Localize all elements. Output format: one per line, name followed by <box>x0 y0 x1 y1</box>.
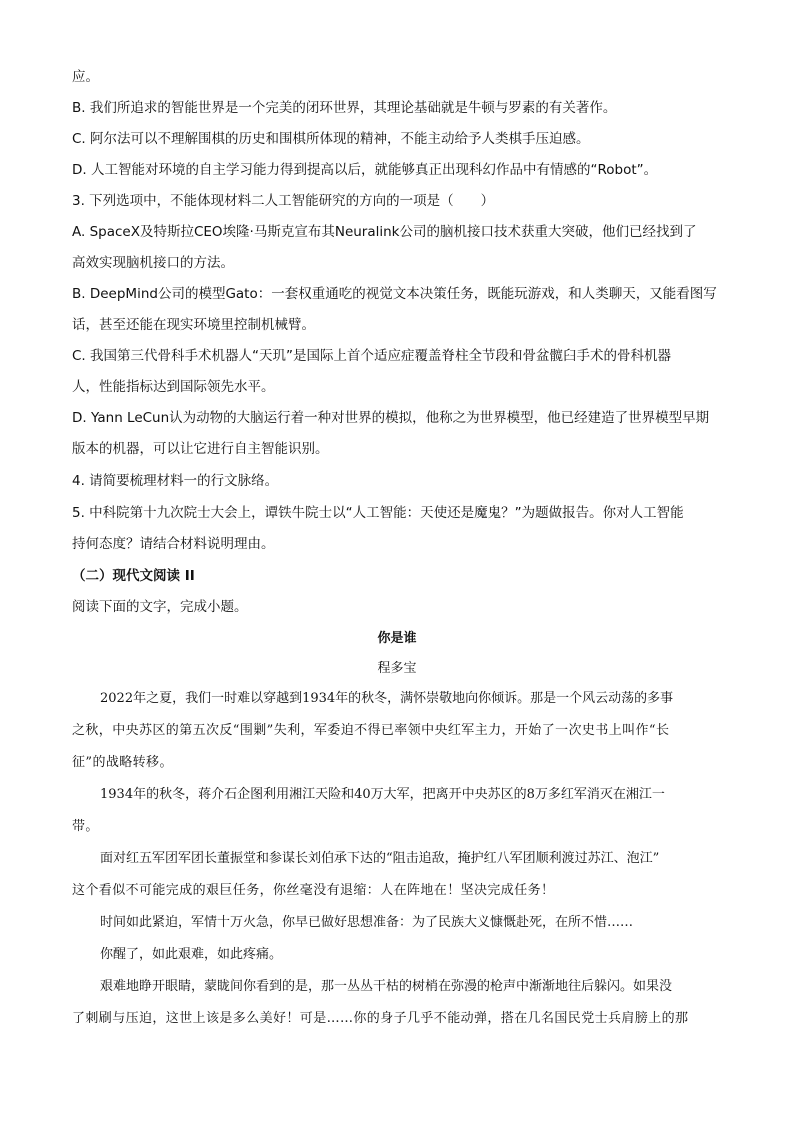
q3-option-b: B. DeepMind公司的模型Gato：一套权重通吃的视觉文本决策任务，既能玩游戏，和人类聊天，又能看图写 <box>72 286 717 302</box>
section-heading: （二）现代文阅读 II <box>72 568 195 584</box>
paragraph-line: 艰难地睁开眼睛，蒙眬间你看到的是，那一丛丛干枯的树梢在弥漫的枪声中渐渐地往后躲闪。如果没 <box>100 979 673 994</box>
paragraph-line: 1934年的秋冬，蒋介石企图利用湘江天险和40万大军，把离开中央苏区的8万多红军消灭在湘江一 <box>100 787 665 802</box>
paragraph-line: 面对红五军团军团长董振堂和参谋长刘伯承下达的“阻击追敌，掩护红八军团顺利渡过苏江、泡江” <box>100 851 660 866</box>
article-author: 程多宝 <box>377 661 417 676</box>
q3-option-a: A. SpaceX及特斯拉CEO埃隆·马斯克宣布其Neuralink公司的脑机接口技术获重大突破，他们已经找到了 <box>72 224 697 240</box>
question-5-cont: 持何态度？请结合材料说明理由。 <box>72 536 275 552</box>
question-3: 3. 下列选项中，不能体现材料二人工智能研究的方向的一项是（ ） <box>72 193 495 209</box>
question-4: 4. 请简要梳理材料一的行文脉络。 <box>72 473 279 489</box>
article-title: 你是谁 <box>377 631 417 646</box>
option-b: B. 我们所追求的智能世界是一个完美的闭环世界，其理论基础就是牛顿与罗素的有关著作。 <box>72 100 617 116</box>
option-c: C. 阿尔法可以不理解围棋的历史和围棋所体现的精神，不能主动给予人类棋手压迫感。 <box>72 131 590 147</box>
q3-option-b-cont: 话，甚至还能在现实环境里控制机械臂。 <box>72 317 315 333</box>
paragraph-line: 你醒了，如此艰难，如此疼痛。 <box>100 947 283 962</box>
q3-option-d: D. Yann LeCun认为动物的大脑运行着一种对世界的模拟，他称之为世界模型，他已经建造了世界模型早期 <box>72 410 710 426</box>
q3-option-c: C. 我国第三代骨科手术机器人“天玑”是国际上首个适应症覆盖脊柱全节段和骨盆髋臼手术的骨科机器 <box>72 348 671 364</box>
q3-option-a-cont: 高效实现脑机接口的方法。 <box>72 255 234 271</box>
paragraph-line: 时间如此紧迫，军情十万火急，你早已做好思想准备：为了民族大义慷慨赴死，在所不惜…… <box>100 915 634 930</box>
instruction: 阅读下面的文字，完成小题。 <box>72 599 248 615</box>
paragraph-line: 2022年之夏，我们一时难以穿越到1934年的秋冬，满怀崇敬地向你倾诉。那是一个风云动荡的多事 <box>100 691 674 706</box>
text-line: 应。 <box>72 69 99 85</box>
paragraph-line: 征”的战略转移。 <box>72 755 173 770</box>
paragraph-line: 这个看似不可能完成的艰巨任务，你丝毫没有退缩：人在阵地在！坚决完成任务！ <box>72 883 555 898</box>
q3-option-d-cont: 版本的机器，可以让它进行自主智能识别。 <box>72 441 329 457</box>
option-d: D. 人工智能对环境的自主学习能力得到提高以后，就能够真正出现科幻作品中有情感的“Robot”。 <box>72 162 658 178</box>
question-5: 5. 中科院第十九次院士大会上，谭铁牛院士以“人工智能：天使还是魔鬼？”为题做报告。你对人工智能 <box>72 505 684 521</box>
paragraph-line: 带。 <box>72 819 99 834</box>
q3-option-c-cont: 人，性能指标达到国际领先水平。 <box>72 379 275 395</box>
paragraph-line: 了刺刷与压迫，这世上该是多么美好！可是……你的身子几乎不能动弹，搭在几名国民党士兵肩膀上的那 <box>72 1011 689 1026</box>
paragraph-line: 之秋，中央苏区的第五次反“围剿”失利，军委迫不得已率领中央红军主力，开始了一次史书上叫作“长 <box>72 723 670 738</box>
